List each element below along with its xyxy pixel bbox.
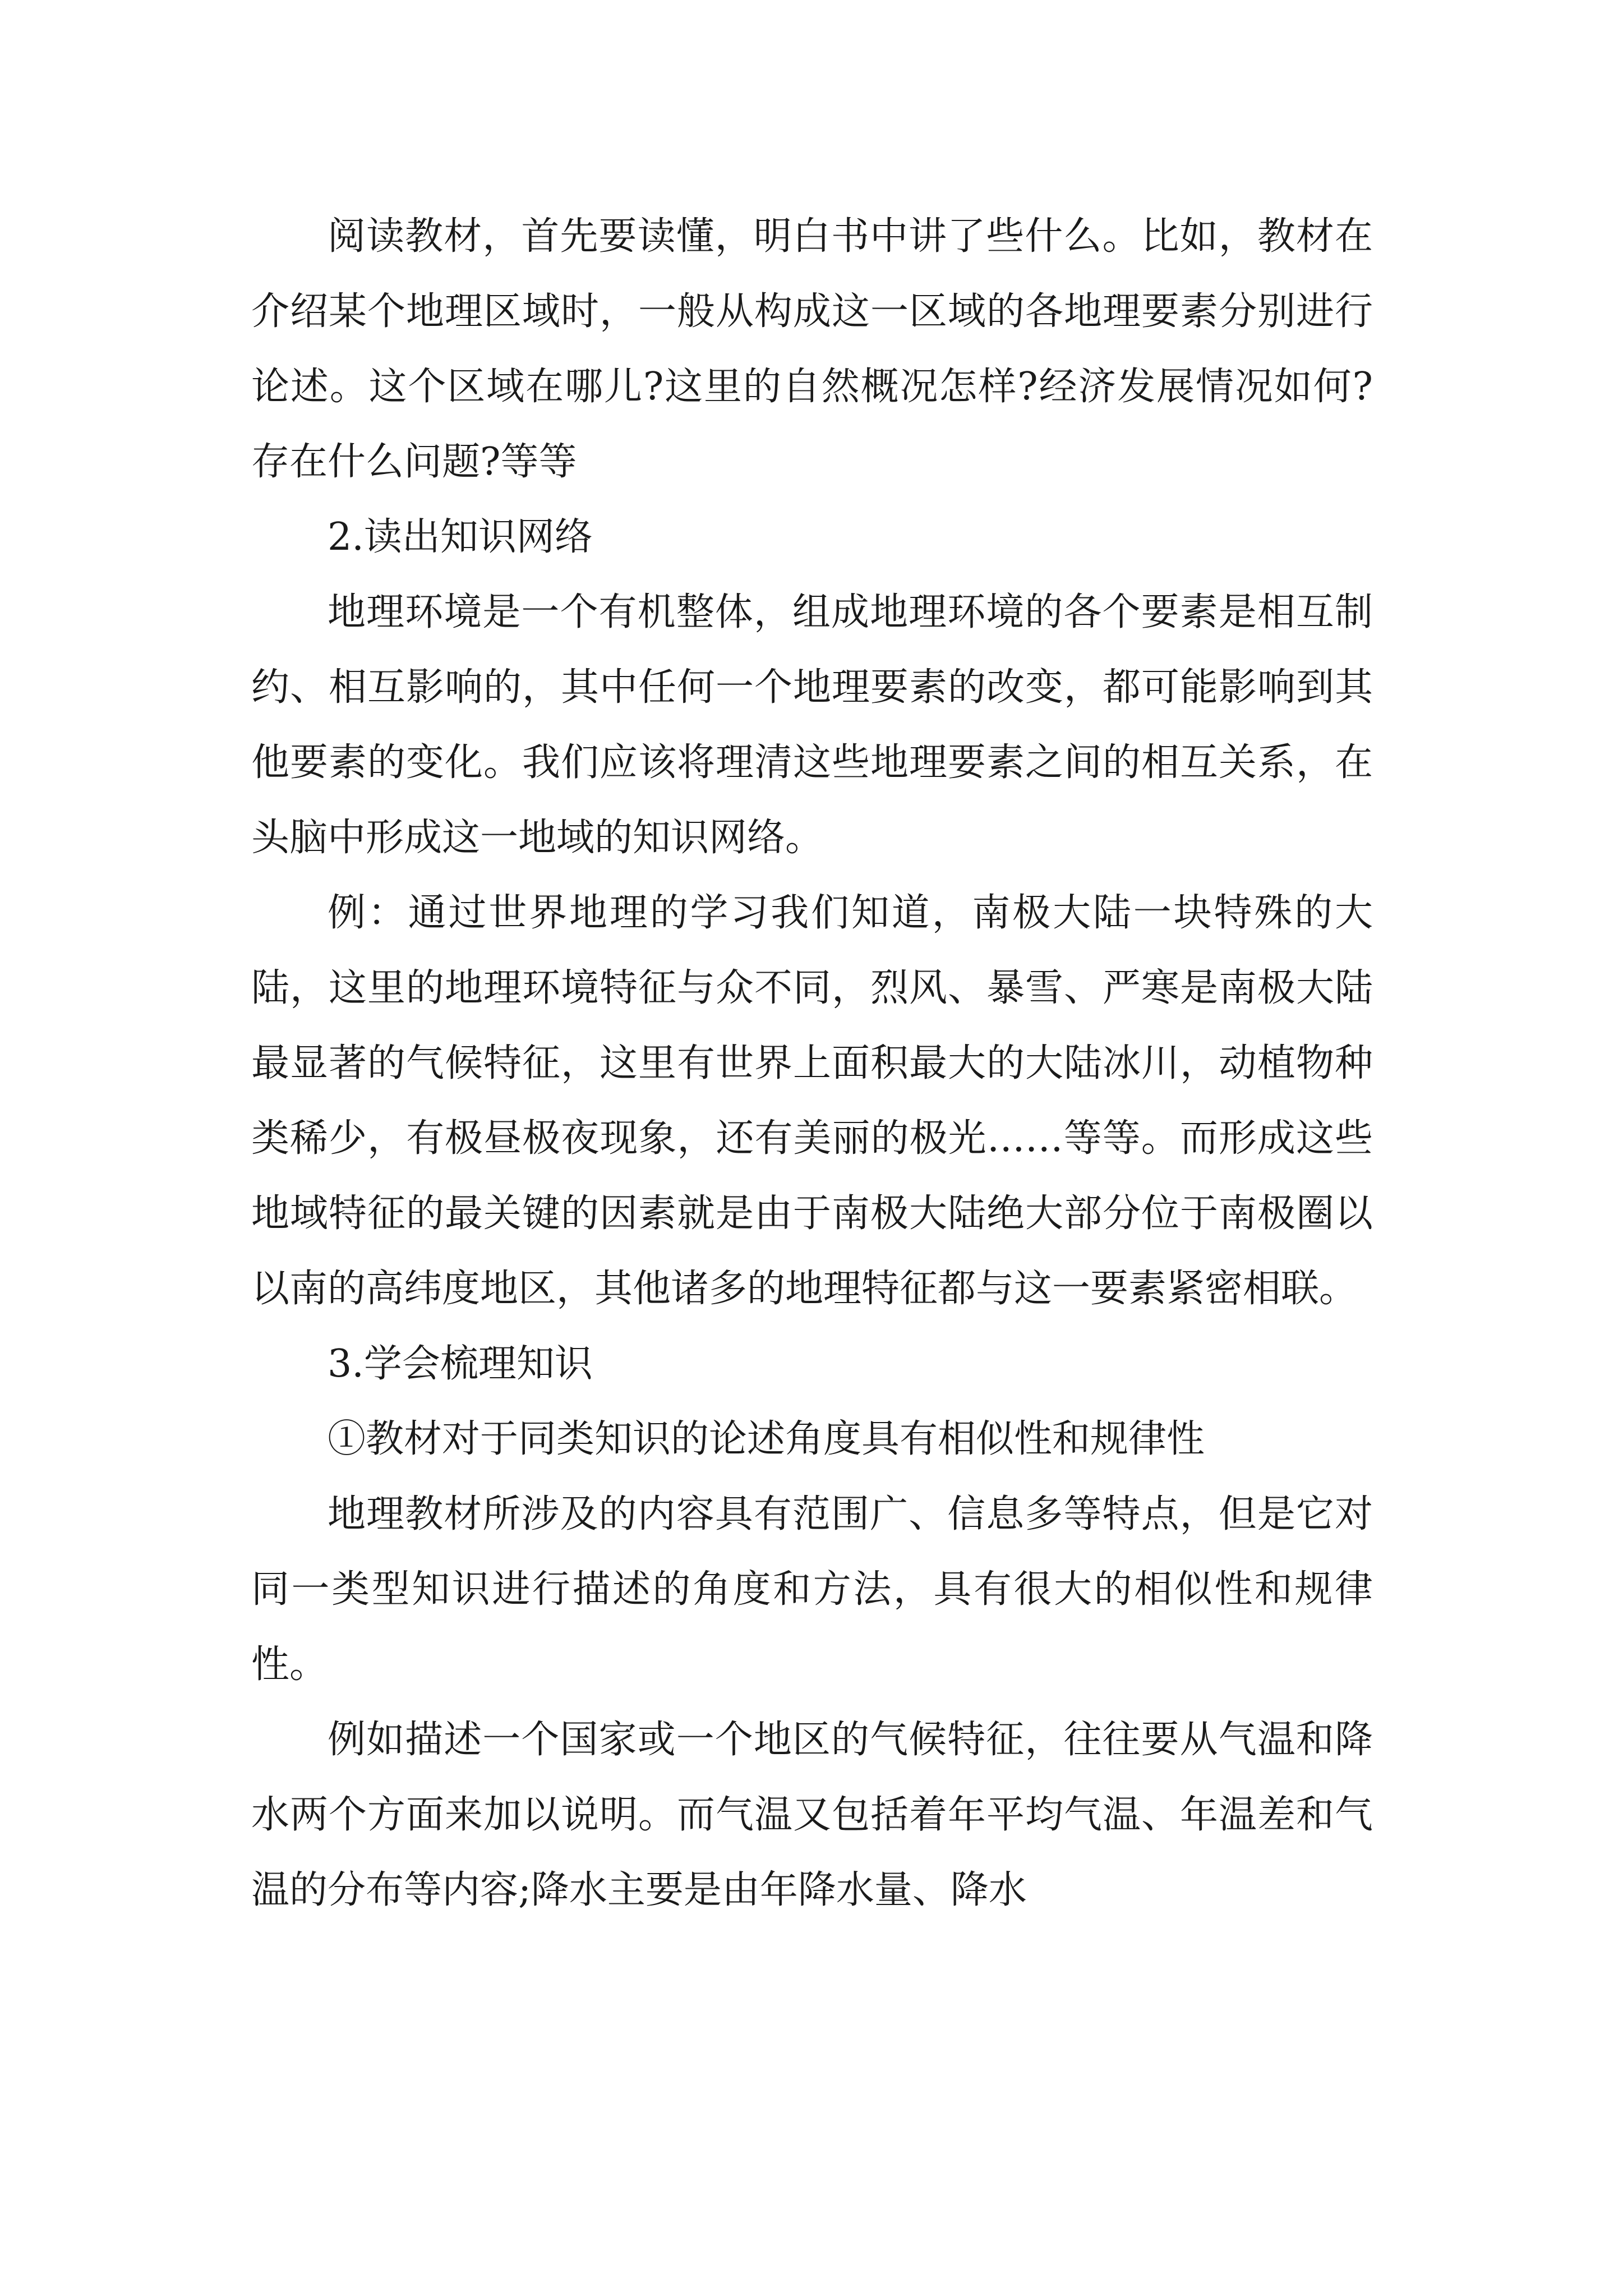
- heading-organize-knowledge: 3.学会梳理知识: [328, 1342, 593, 1386]
- paragraph-reading-textbook: 阅读教材，首先要读懂，明白书中讲了些什么。比如，教材在介绍某个地理区域时，一般从构成这一区域的各地理要素分别进行论述。这个区域在哪儿?这里的自然概况怎样?经济发展情况如何?存在什么问题?等等: [251, 214, 1373, 484]
- paragraph-geographic-environment: 地理环境是一个有机整体，组成地理环境的各个要素是相互制约、相互影响的，其中任何一个地理要素的改变，都可能影响到其他要素的变化。我们应该将理清这些地理要素之间的相互关系，在头脑中形成这一地域的知识网络。: [251, 590, 1373, 860]
- heading-knowledge-network: 2.读出知识网络: [328, 515, 593, 559]
- paragraph-antarctica-example: 例：通过世界地理的学习我们知道，南极大陆一块特殊的大陆，这里的地理环境特征与众不同，烈风、暴雪、严寒是南极大陆最显著的气候特征，这里有世界上面积最大的大陆冰川，动植物种类稀少，有极昼极夜现象，还有美丽的极光……等等。而形成这些地域特征的最关键的因素就是由于南极大陆绝大部分位于南极圈以以南的高纬度地区，其他诸多的地理特征都与这一要素紧密相联。: [251, 891, 1373, 1311]
- paragraph-textbook-content: 地理教材所涉及的内容具有范围广、信息多等特点，但是它对同一类型知识进行描述的角度和方法，具有很大的相似性和规律性。: [251, 1492, 1373, 1687]
- paragraph-climate-example: 例如描述一个国家或一个地区的气候特征，往往要从气温和降水两个方面来加以说明。而气温又包括着年平均气温、年温差和气温的分布等内容;降水主要是由年降水量、降水: [251, 1718, 1373, 1912]
- document-body: [251, 199, 1373, 1928]
- subheading-similarity-regularity: ①教材对于同类知识的论述角度具有相似性和规律性: [328, 1417, 1205, 1461]
